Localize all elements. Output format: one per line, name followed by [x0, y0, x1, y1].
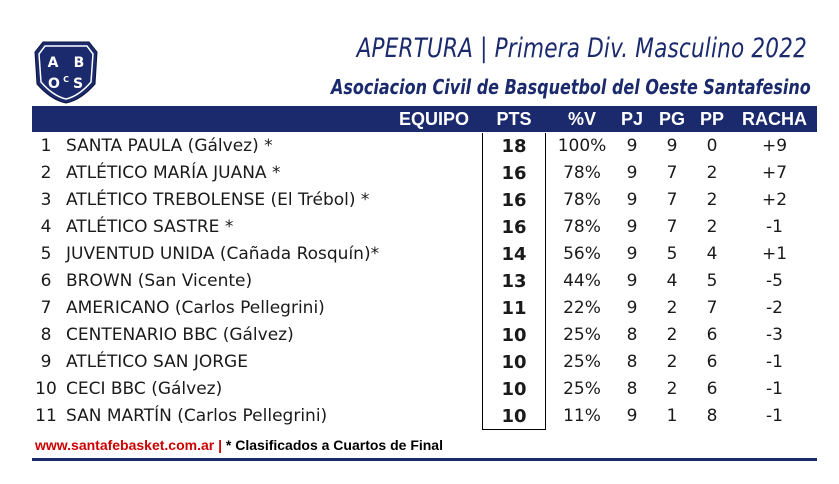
row-racha: -2 [766, 298, 783, 318]
row-team: CENTENARIO BBC (Gálvez) [66, 325, 294, 345]
row-pp: 0 [706, 136, 718, 156]
row-pts: 10 [501, 352, 527, 373]
footer-note: * Clasificados a Cuartos de Final [225, 437, 443, 453]
row-pg: 5 [666, 244, 678, 264]
row-racha: +1 [761, 244, 788, 264]
row-pts: 16 [501, 217, 527, 238]
row-pct: 25% [563, 352, 601, 372]
footer-separator: | [214, 437, 226, 453]
column-header-pj: PJ [620, 109, 644, 129]
column-header-equipo: EQUIPO [399, 109, 470, 129]
row-pct: 44% [563, 271, 601, 291]
row-pj: 9 [626, 298, 638, 318]
row-team: ATLÉTICO SAN JORGE [66, 352, 248, 372]
svg-text:B: B [73, 55, 85, 71]
row-pts: 10 [501, 325, 527, 346]
row-pp: 5 [706, 271, 718, 291]
row-pp: 7 [706, 298, 718, 318]
row-pct: 11% [563, 406, 601, 426]
table-row [32, 403, 817, 430]
table-row [32, 349, 817, 376]
row-position: 7 [40, 298, 52, 318]
row-team: JUVENTUD UNIDA (Cañada Rosquín)* [66, 244, 380, 264]
row-pj: 8 [626, 352, 638, 372]
row-pp: 2 [706, 163, 718, 183]
row-racha: -3 [766, 325, 783, 345]
row-position: 1 [40, 136, 52, 156]
row-team: SAN MARTÍN (Carlos Pellegrini) [66, 406, 328, 426]
row-pg: 2 [666, 325, 678, 345]
row-position: 9 [40, 352, 52, 372]
row-pts: 16 [501, 163, 527, 184]
row-racha: -1 [766, 379, 783, 399]
row-pp: 2 [706, 217, 718, 237]
row-position: 11 [35, 406, 57, 426]
row-pj: 9 [626, 190, 638, 210]
row-pg: 2 [666, 352, 678, 372]
row-team: ATLÉTICO TREBOLENSE (El Trébol) * [66, 190, 370, 210]
row-racha: -1 [766, 406, 783, 426]
row-pp: 6 [706, 352, 718, 372]
column-header-racha: RACHA [742, 109, 807, 129]
row-pts: 16 [501, 190, 527, 211]
row-pg: 4 [666, 271, 678, 291]
page-title: APERTURA | Primera Div. Masculino 2022 [356, 33, 807, 64]
row-pct: 100% [557, 136, 607, 156]
row-team: BROWN (San Vicente) [66, 271, 253, 291]
row-pct: 25% [563, 325, 601, 345]
row-team: CECI BBC (Gálvez) [66, 379, 223, 399]
row-pg: 2 [666, 298, 678, 318]
table-row [32, 322, 817, 349]
abos-logo [33, 40, 99, 104]
row-pp: 8 [706, 406, 718, 426]
table-row [32, 376, 817, 403]
svg-text:A: A [47, 55, 59, 71]
row-pct: 78% [563, 163, 601, 183]
bottom-divider [32, 458, 817, 461]
table-row [32, 295, 817, 322]
row-pct: 25% [563, 379, 601, 399]
row-pj: 9 [626, 136, 638, 156]
page-subtitle: Asociacion Civil de Basquetbol del Oeste Santafesino [331, 75, 811, 99]
row-position: 3 [40, 190, 52, 210]
row-pp: 2 [706, 190, 718, 210]
row-team: AMERICANO (Carlos Pellegrini) [66, 298, 325, 318]
website-link[interactable]: www.santafebasket.com.ar [35, 437, 215, 453]
table-row [32, 214, 817, 241]
row-pp: 6 [706, 379, 718, 399]
row-pp: 6 [706, 325, 718, 345]
row-pct: 78% [563, 190, 601, 210]
row-racha: +7 [761, 163, 788, 183]
row-position: 8 [40, 325, 52, 345]
column-header-pts: PTS [496, 109, 532, 129]
row-position: 4 [40, 217, 52, 237]
row-racha: -1 [766, 217, 783, 237]
row-pj: 8 [626, 325, 638, 345]
row-racha: +2 [761, 190, 788, 210]
row-pct: 56% [563, 244, 601, 264]
row-pp: 4 [706, 244, 718, 264]
row-pts: 18 [501, 136, 527, 157]
row-position: 5 [40, 244, 52, 264]
row-pts: 14 [501, 244, 527, 265]
row-pct: 22% [563, 298, 601, 318]
table-row [32, 268, 817, 295]
table-header [32, 106, 817, 132]
row-pj: 9 [626, 244, 638, 264]
row-pj: 9 [626, 163, 638, 183]
footer [35, 437, 443, 453]
standings-table [32, 133, 817, 430]
row-position: 6 [40, 271, 52, 291]
column-header-pct: %V [567, 109, 596, 129]
row-pj: 9 [626, 406, 638, 426]
row-racha: -1 [766, 352, 783, 372]
row-position: 2 [40, 163, 52, 183]
row-position: 10 [35, 379, 57, 399]
row-racha: +9 [761, 136, 788, 156]
table-row [32, 133, 817, 160]
row-pg: 7 [666, 163, 678, 183]
table-row [32, 241, 817, 268]
row-pg: 9 [666, 136, 678, 156]
row-pg: 7 [666, 190, 678, 210]
row-pj: 9 [626, 217, 638, 237]
row-pg: 1 [666, 406, 678, 426]
row-pts: 10 [501, 406, 527, 427]
svg-text:C: C [63, 75, 69, 84]
row-pts: 11 [501, 298, 527, 319]
row-pts: 13 [501, 271, 527, 292]
row-team: ATLÉTICO MARÍA JUANA * [66, 163, 281, 183]
svg-text:S: S [72, 76, 84, 92]
row-pg: 7 [666, 217, 678, 237]
column-header-pg: PG [658, 109, 685, 129]
row-pct: 78% [563, 217, 601, 237]
row-pg: 2 [666, 379, 678, 399]
row-pj: 8 [626, 379, 638, 399]
table-row [32, 160, 817, 187]
column-header-pp: PP [699, 109, 724, 129]
table-row [32, 187, 817, 214]
row-team: ATLÉTICO SASTRE * [66, 217, 234, 237]
row-pj: 9 [626, 271, 638, 291]
row-racha: -5 [766, 271, 783, 291]
row-pts: 10 [501, 379, 527, 400]
row-team: SANTA PAULA (Gálvez) * [66, 136, 273, 156]
svg-text:O: O [48, 76, 60, 92]
